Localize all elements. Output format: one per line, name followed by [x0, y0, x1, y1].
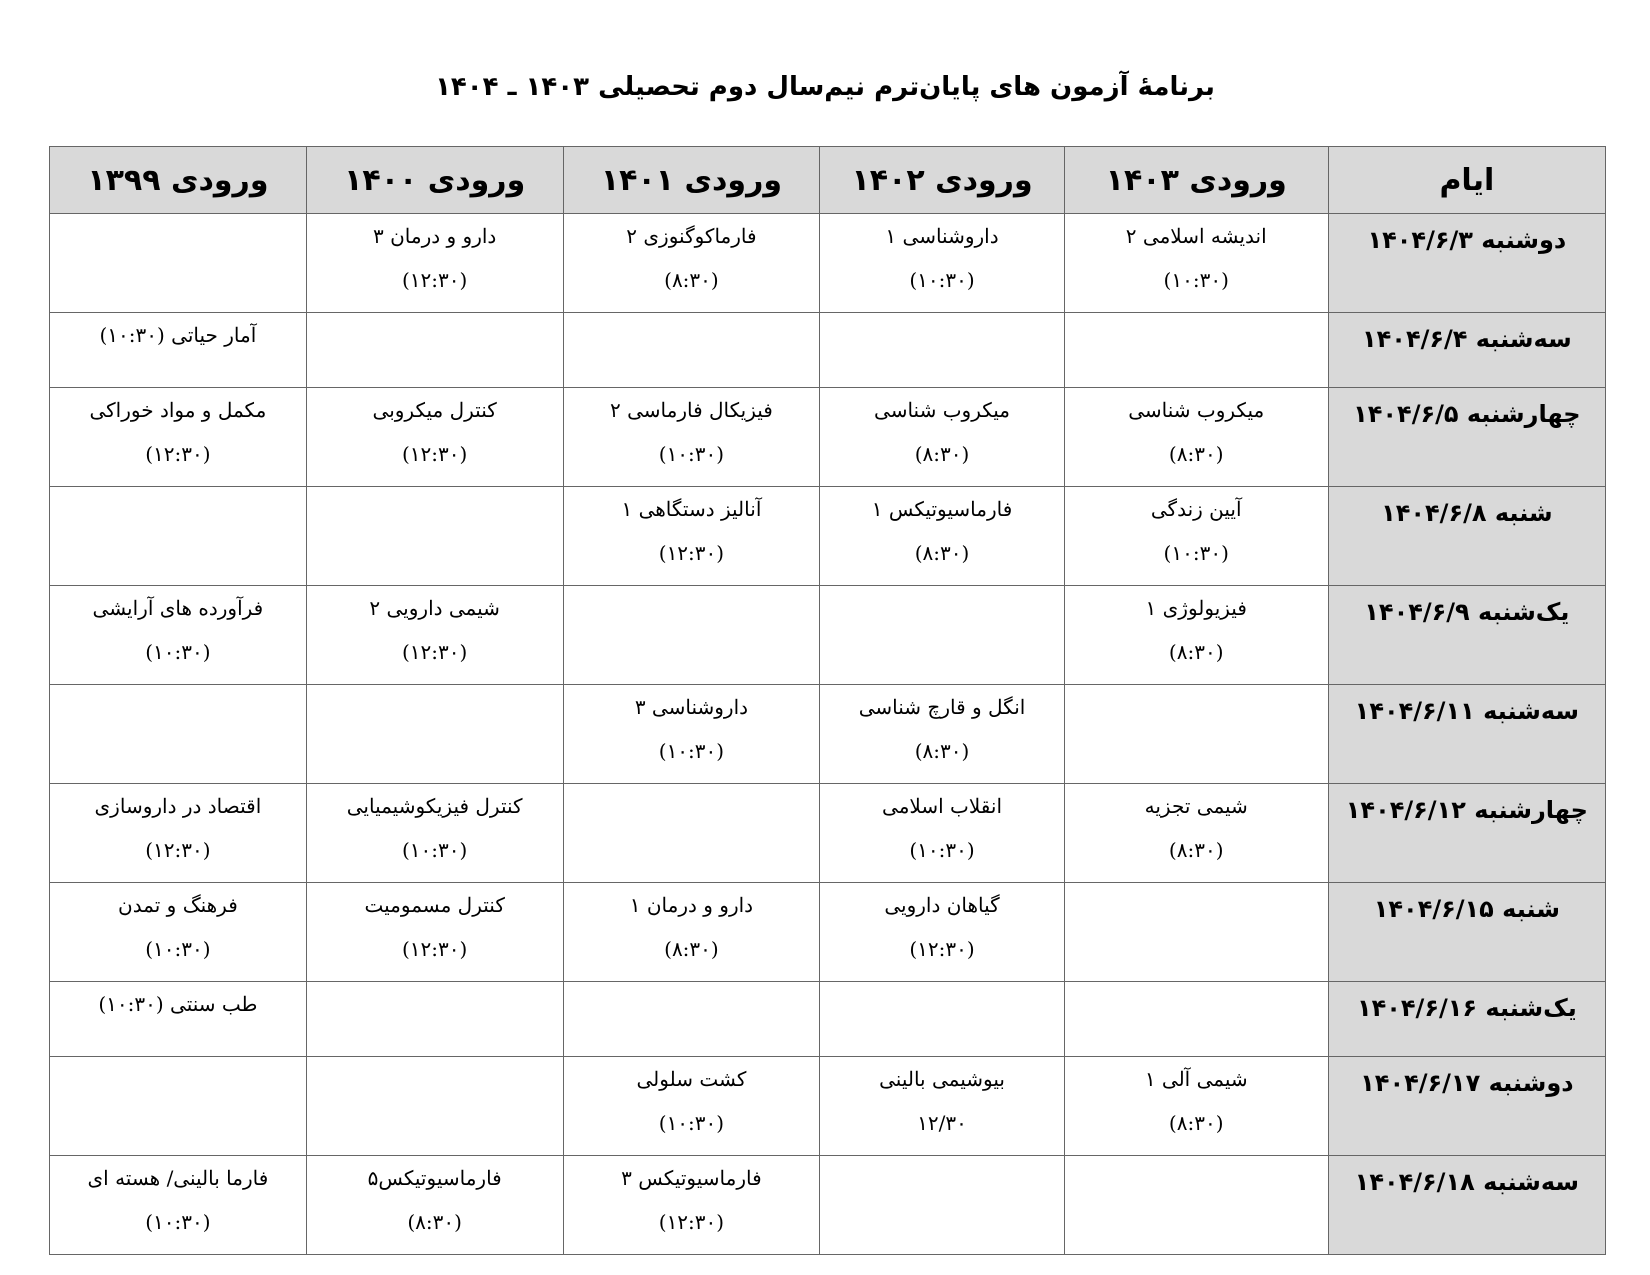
course-name: فرآورده های آرایشی	[92, 596, 264, 620]
exam-time: (۸:۳۰)	[1168, 838, 1224, 862]
exam-cell-entry-1399	[50, 883, 307, 982]
exam-time: (۱۲:۳۰)	[658, 541, 725, 565]
course-name: دارو و درمان ۱	[629, 893, 754, 917]
course-name: شیمی دارویی ۲	[369, 596, 500, 620]
exam-time: (۱۰:۳۰)	[145, 937, 211, 961]
exam-cell-entry-1400	[306, 487, 563, 586]
exam-time: (۸:۳۰)	[407, 1210, 462, 1234]
exam-cell-entry-1401	[563, 784, 820, 883]
course-name: دارو و درمان ۳	[373, 224, 497, 248]
exam-cell-entry-1400	[306, 313, 563, 388]
exam-time: (۸:۳۰)	[1168, 640, 1224, 664]
course-name: شیمی آلی ۱	[1144, 1067, 1248, 1091]
course-name: گیاهان دارویی	[884, 893, 1000, 917]
exam-time: (۸:۳۰)	[914, 541, 970, 565]
exam-cell-entry-1399	[50, 982, 307, 1057]
exam-cell-entry-1402	[820, 214, 1064, 313]
exam-cell-entry-1402	[820, 586, 1064, 685]
course-name: فارماسیوتیکس ۱	[871, 497, 1013, 521]
course-name: فیزیولوژی ۱	[1145, 596, 1247, 620]
exam-cell-entry-1402	[820, 982, 1064, 1057]
exam-cell-entry-1401	[563, 685, 820, 784]
course-name: فارماکوگنوزی ۲	[626, 224, 757, 248]
exam-time: (۱۰:۳۰)	[909, 838, 975, 862]
day-cell: دوشنبه ۱۴۰۴/۶/۱۷	[1328, 1057, 1605, 1156]
exam-cell-entry-1401	[563, 388, 820, 487]
exam-time: (۱۲:۳۰)	[658, 1210, 725, 1234]
exam-cell-entry-1401	[563, 1156, 820, 1255]
course-name: مکمل و مواد خوراکی	[89, 398, 267, 422]
exam-cell-entry-1401	[563, 214, 820, 313]
exam-time: (۸:۳۰)	[1168, 442, 1224, 466]
exam-cell-entry-1403	[1064, 685, 1328, 784]
exam-cell-entry-1403	[1064, 487, 1328, 586]
exam-time: (۱۲:۳۰)	[401, 268, 468, 292]
day-cell: سه‌شنبه ۱۴۰۴/۶/۱۱	[1328, 685, 1605, 784]
day-cell: چهارشنبه ۱۴۰۴/۶/۱۲	[1328, 784, 1605, 883]
course-name: انقلاب اسلامی	[882, 794, 1003, 818]
exam-cell-entry-1399	[50, 784, 307, 883]
exam-time: (۸:۳۰)	[914, 739, 970, 763]
exam-time: (۱۰:۳۰)	[658, 1111, 725, 1135]
course-name: فارماسیوتیکس ۳	[621, 1166, 762, 1190]
course-name: اقتصاد در داروسازی	[94, 794, 262, 818]
day-cell: شنبه ۱۴۰۴/۶/۸	[1328, 487, 1605, 586]
exam-time: ۱۲/۳۰	[917, 1111, 967, 1135]
exam-cell-entry-1402	[820, 685, 1064, 784]
exam-time: (۱۰:۳۰)	[145, 640, 211, 664]
exam-cell-entry-1401	[563, 1057, 820, 1156]
course-name: کنترل میکروبی	[372, 398, 497, 422]
day-cell: دوشنبه ۱۴۰۴/۶/۳	[1328, 214, 1605, 313]
exam-cell-entry-1402	[820, 883, 1064, 982]
exam-cell-entry-1403	[1064, 313, 1328, 388]
exam-cell-entry-1403	[1064, 883, 1328, 982]
table-row	[50, 1156, 1606, 1255]
course-name: میکروب شناسی	[1128, 398, 1265, 422]
exam-cell-entry-1401	[563, 586, 820, 685]
exam-cell-entry-1403	[1064, 1156, 1328, 1255]
course-name: کنترل مسمومیت	[364, 893, 505, 917]
exam-cell-entry-1402	[820, 784, 1064, 883]
exam-cell-entry-1399	[50, 685, 307, 784]
exam-cell-entry-1400	[306, 784, 563, 883]
exam-time: (۸:۳۰)	[1168, 1111, 1224, 1135]
document-title: برنامهٔ آزمون های پایان‌ترم نیم‌سال دوم تحصیلی ۱۴۰۳ ـ ۱۴۰۴	[435, 72, 1215, 102]
day-cell: سه‌شنبه ۱۴۰۴/۶/۴	[1328, 313, 1605, 388]
exam-cell-entry-1399	[50, 313, 307, 388]
course-name: آنالیز دستگاهی ۱	[621, 497, 762, 521]
course-name: فارما بالینی/ هسته ای	[87, 1166, 269, 1190]
exam-cell-entry-1401	[563, 487, 820, 586]
exam-time: (۱۲:۳۰)	[145, 442, 211, 466]
exam-cell-entry-1399	[50, 586, 307, 685]
exam-cell-entry-1400	[306, 883, 563, 982]
table-row	[50, 487, 1606, 586]
exam-time: (۱۲:۳۰)	[145, 838, 211, 862]
exam-cell-entry-1403	[1064, 1057, 1328, 1156]
course-name: فارماسیوتیکس۵	[367, 1166, 502, 1190]
exam-schedule-table	[49, 146, 1606, 1255]
table-row	[50, 784, 1606, 883]
course-name: داروشناسی ۳	[634, 695, 749, 719]
exam-cell-entry-1399	[50, 388, 307, 487]
exam-time: (۱۲:۳۰)	[401, 937, 468, 961]
exam-cell-entry-1399	[50, 487, 307, 586]
header-entry-1403: ورودی ۱۴۰۳	[1064, 147, 1328, 214]
exam-time: (۱۰:۳۰)	[145, 1210, 211, 1234]
exam-cell-entry-1401	[563, 982, 820, 1057]
exam-cell-entry-1403	[1064, 388, 1328, 487]
exam-time: (۱۰:۳۰)	[658, 442, 725, 466]
day-cell: یک‌شنبه ۱۴۰۴/۶/۱۶	[1328, 982, 1605, 1057]
day-cell: چهارشنبه ۱۴۰۴/۶/۵	[1328, 388, 1605, 487]
course-name: میکروب شناسی	[874, 398, 1011, 422]
header-days: ایام	[1328, 147, 1605, 214]
exam-cell-entry-1399	[50, 214, 307, 313]
exam-cell-entry-1403	[1064, 784, 1328, 883]
day-cell: شنبه ۱۴۰۴/۶/۱۵	[1328, 883, 1605, 982]
header-entry-1399: ورودی ۱۳۹۹	[50, 147, 307, 214]
exam-cell-entry-1400	[306, 214, 563, 313]
exam-cell-entry-1403	[1064, 214, 1328, 313]
course-name: اندیشه اسلامی ۲	[1125, 224, 1267, 248]
exam-time: (۱۰:۳۰)	[909, 268, 975, 292]
course-name: آمار حیاتی (۱۰:۳۰)	[99, 323, 257, 347]
exam-cell-entry-1403	[1064, 586, 1328, 685]
header-row	[50, 147, 1606, 214]
day-cell: سه‌شنبه ۱۴۰۴/۶/۱۸	[1328, 1156, 1605, 1255]
exam-time: (۸:۳۰)	[664, 937, 719, 961]
exam-cell-entry-1400	[306, 685, 563, 784]
course-name: فیزیکال فارماسی ۲	[609, 398, 773, 422]
course-name: فرهنگ و تمدن	[118, 893, 238, 917]
exam-time: (۱۰:۳۰)	[1163, 268, 1229, 292]
exam-cell-entry-1400	[306, 388, 563, 487]
header-entry-1401: ورودی ۱۴۰۱	[563, 147, 820, 214]
exam-time: (۱۰:۳۰)	[1163, 541, 1229, 565]
table-row	[50, 214, 1606, 313]
header-entry-1402: ورودی ۱۴۰۲	[820, 147, 1064, 214]
table-row	[50, 586, 1606, 685]
course-name: کنترل فیزیکوشیمیایی	[346, 794, 523, 818]
course-name: طب سنتی (۱۰:۳۰)	[98, 992, 258, 1016]
exam-cell-entry-1403	[1064, 982, 1328, 1057]
table-row	[50, 685, 1606, 784]
day-cell: یک‌شنبه ۱۴۰۴/۶/۹	[1328, 586, 1605, 685]
exam-time: (۸:۳۰)	[664, 268, 719, 292]
course-name: بیوشیمی بالینی	[879, 1067, 1005, 1091]
exam-cell-entry-1400	[306, 586, 563, 685]
course-name: آیین زندگی	[1150, 497, 1242, 521]
exam-cell-entry-1399	[50, 1156, 307, 1255]
course-name: انگل و قارچ شناسی	[858, 695, 1026, 719]
exam-time: (۱۰:۳۰)	[401, 838, 468, 862]
table-row	[50, 982, 1606, 1057]
course-name: داروشناسی ۱	[885, 224, 999, 248]
exam-time: (۱۲:۳۰)	[909, 937, 975, 961]
exam-cell-entry-1399	[50, 1057, 307, 1156]
exam-cell-entry-1402	[820, 487, 1064, 586]
course-name: کشت سلولی	[636, 1067, 747, 1091]
exam-time: (۱۰:۳۰)	[658, 739, 725, 763]
table-row	[50, 883, 1606, 982]
header-entry-1400: ورودی ۱۴۰۰	[306, 147, 563, 214]
exam-cell-entry-1400	[306, 1057, 563, 1156]
exam-cell-entry-1401	[563, 313, 820, 388]
exam-cell-entry-1402	[820, 388, 1064, 487]
exam-cell-entry-1400	[306, 982, 563, 1057]
exam-cell-entry-1402	[820, 1156, 1064, 1255]
table-row	[50, 388, 1606, 487]
exam-time: (۱۲:۳۰)	[401, 640, 468, 664]
exam-cell-entry-1402	[820, 1057, 1064, 1156]
course-name: شیمی تجزیه	[1144, 794, 1248, 818]
exam-cell-entry-1401	[563, 883, 820, 982]
exam-cell-entry-1400	[306, 1156, 563, 1255]
exam-time: (۱۲:۳۰)	[401, 442, 468, 466]
exam-cell-entry-1402	[820, 313, 1064, 388]
table-row	[50, 1057, 1606, 1156]
exam-time: (۸:۳۰)	[914, 442, 970, 466]
table-row	[50, 313, 1606, 388]
